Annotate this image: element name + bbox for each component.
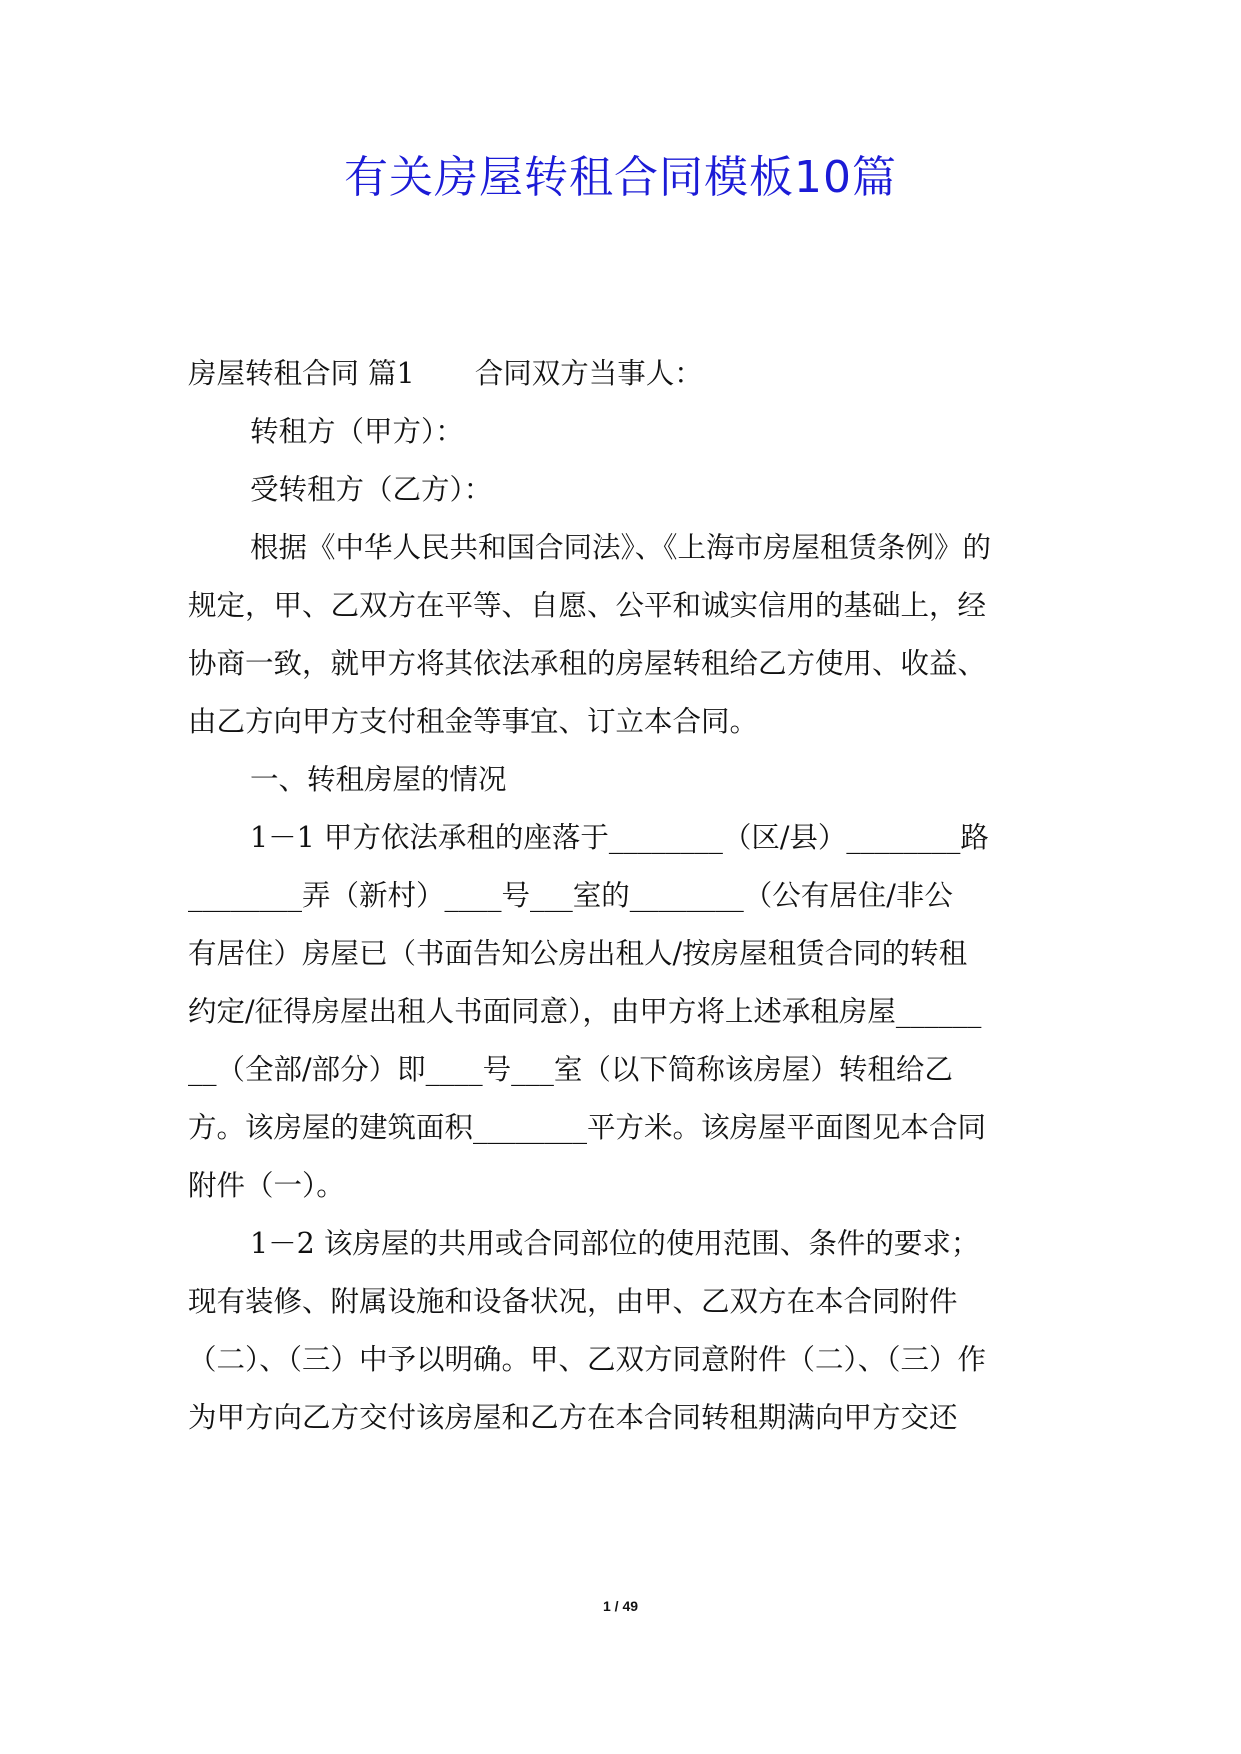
paragraph-line: 根据《中华人民共和国合同法》、《上海市房屋租赁条例》的 [250, 531, 992, 564]
paragraph-line: 现有装修、附属设施和设备状况，由甲、乙双方在本合同附件 [188, 1285, 958, 1318]
section-subheading: 一、转租房屋的情况 [250, 763, 507, 796]
paragraph-line: 为甲方向乙方交付该房屋和乙方在本合同转租期满向甲方交还 [188, 1401, 958, 1434]
paragraph-line: 受转租方（乙方）： [250, 473, 493, 506]
paragraph-line: 1－2 该房屋的共用或合同部位的使用范围、条件的要求； [250, 1227, 980, 1260]
paragraph-line: （二）、（三）中予以明确。甲、乙双方同意附件（二）、（三）作 [188, 1343, 987, 1376]
paragraph-line: __（全部/部分）即____号___室（以下简称该房屋）转租给乙 [188, 1053, 953, 1086]
section-heading-line [188, 354, 703, 394]
document-title: 有关房屋转租合同模板10篇 [344, 152, 897, 203]
paragraph-line: 附件（一）。 [188, 1169, 345, 1202]
paragraph-line: 转租方（甲方）： [250, 415, 464, 448]
parties-intro: 合同双方当事人： [474, 357, 703, 390]
paragraph-line: 方。该房屋的建筑面积________平方米。该房屋平面图见本合同 [188, 1111, 987, 1144]
paragraph-line: ________弄（新村）____号___室的________（公有居住/非公 [188, 879, 953, 912]
paragraph-line: 协商一致，就甲方将其依法承租的房屋转租给乙方使用、收益、 [188, 647, 987, 680]
paragraph-line: 1－1 甲方依法承租的座落于________（区/县）________路 [250, 821, 989, 854]
paragraph-line: 约定/征得房屋出租人书面同意），由甲方将上述承租房屋______ [188, 995, 982, 1028]
paragraph-line: 由乙方向甲方支付租金等事宜、订立本合同。 [188, 705, 759, 738]
paragraph-line: 有居住）房屋已（书面告知公房出租人/按房屋租赁合同的转租 [188, 937, 968, 970]
page-number: 1 / 49 [602, 1598, 639, 1614]
paragraph-line: 规定，甲、乙双方在平等、自愿、公平和诚实信用的基础上，经 [188, 589, 987, 622]
section-heading: 房屋转租合同 篇1 [188, 357, 415, 390]
